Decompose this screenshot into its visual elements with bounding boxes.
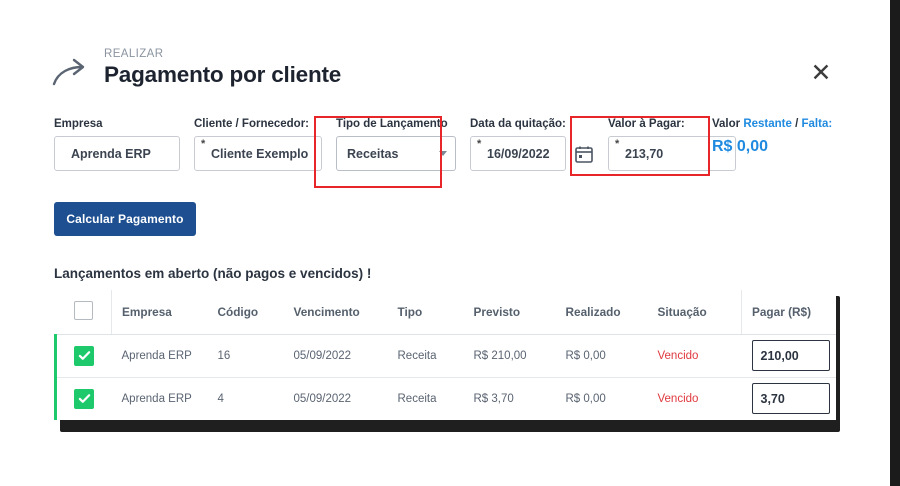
th-situacao: Situação — [648, 290, 742, 334]
valor-pagar-value: 213,70 — [625, 146, 664, 161]
lancamentos-table-wrap — [54, 290, 834, 420]
status-badge: Vencido — [657, 392, 699, 405]
row-tipo: Receita — [388, 334, 464, 377]
cliente-required-mark: * — [201, 138, 206, 150]
label-empresa: Empresa — [54, 118, 103, 130]
row-situacao — [648, 377, 742, 420]
label-data-quitacao: Data da quitação: — [470, 118, 566, 130]
close-icon[interactable]: ✕ — [810, 59, 832, 87]
row-pagar-cell — [742, 377, 836, 420]
section-title-lancamentos: Lançamentos em aberto (não pagos e vencidos) ! — [54, 266, 372, 281]
cliente-input[interactable] — [194, 136, 322, 171]
form-row — [54, 118, 750, 171]
row-pagar-input[interactable] — [752, 340, 830, 371]
window-right-edge — [890, 0, 900, 486]
field-empresa — [54, 118, 180, 171]
label-cliente: Cliente / Fornecedor: — [194, 118, 310, 130]
label-tipo-lancamento: Tipo de Lançamento — [336, 118, 448, 130]
cliente-value: Cliente Exemplo — [211, 146, 309, 161]
restante-label-sep: / — [791, 118, 802, 130]
empresa-value: Aprenda ERP — [71, 146, 151, 161]
row-vencimento: 05/09/2022 — [284, 377, 388, 420]
table-body — [56, 334, 836, 420]
row-checkbox[interactable] — [74, 346, 94, 366]
row-vencimento: 05/09/2022 — [284, 334, 388, 377]
th-empresa: Empresa — [112, 290, 208, 334]
field-data-quitacao — [470, 118, 594, 171]
row-checkbox-cell — [56, 377, 112, 420]
row-codigo: 16 — [208, 334, 284, 377]
status-badge: Vencido — [657, 349, 699, 362]
restante-label-prefix: Valor — [712, 118, 744, 130]
tipo-lancamento-select[interactable] — [336, 136, 456, 171]
row-realizado: R$ 0,00 — [556, 377, 648, 420]
select-all-checkbox[interactable] — [74, 301, 93, 320]
empresa-input[interactable] — [54, 136, 180, 171]
window-corner-notch — [884, 0, 890, 6]
header-kicker: REALIZAR — [104, 48, 164, 60]
header-text-block — [104, 48, 341, 88]
th-vencimento: Vencimento — [284, 290, 388, 334]
calcular-pagamento-button[interactable]: Calcular Pagamento — [54, 202, 196, 236]
page-title: Pagamento por cliente — [104, 62, 342, 87]
modal-header — [50, 48, 341, 96]
calendar-icon[interactable] — [574, 144, 594, 164]
row-pagar-input[interactable] — [752, 383, 830, 414]
row-previsto: R$ 3,70 — [464, 377, 556, 420]
data-required-mark: * — [477, 138, 482, 150]
th-tipo: Tipo — [388, 290, 464, 334]
share-arrow-icon — [50, 56, 94, 96]
label-valor-pagar: Valor à Pagar: — [608, 118, 685, 130]
field-tipo-lancamento — [336, 118, 456, 171]
data-quitacao-value: 16/09/2022 — [487, 146, 550, 161]
row-pagar-value: 210,00 — [760, 348, 799, 363]
row-codigo: 4 — [208, 377, 284, 420]
row-empresa: Aprenda ERP — [112, 377, 208, 420]
table-row[interactable] — [56, 377, 836, 420]
th-previsto: Previsto — [464, 290, 556, 334]
row-checkbox-cell — [56, 334, 112, 377]
th-select-all — [56, 290, 112, 334]
valor-required-mark: * — [615, 138, 620, 150]
restante-label-suffix: Falta: — [801, 118, 833, 130]
valor-restante-label — [712, 118, 832, 130]
data-quitacao-wrap — [470, 136, 594, 171]
lancamentos-table — [54, 290, 836, 420]
row-situacao — [648, 334, 742, 377]
row-pagar-value: 3,70 — [760, 391, 785, 406]
row-tipo: Receita — [388, 377, 464, 420]
row-realizado: R$ 0,00 — [556, 334, 648, 377]
restante-label-mid: Restante — [743, 118, 792, 130]
table-header-row — [56, 290, 836, 334]
data-quitacao-input[interactable] — [470, 136, 566, 171]
valor-restante-block — [712, 118, 832, 156]
th-pagar: Pagar (R$) — [742, 290, 836, 334]
chevron-down-icon — [439, 151, 447, 156]
row-pagar-cell — [742, 334, 836, 377]
row-previsto: R$ 210,00 — [464, 334, 556, 377]
table-head — [56, 290, 836, 334]
tipo-lancamento-value: Receitas — [347, 146, 399, 161]
row-empresa: Aprenda ERP — [112, 334, 208, 377]
valor-restante-amount: R$ 0,00 — [712, 138, 769, 155]
row-checkbox[interactable] — [74, 389, 94, 409]
th-codigo: Código — [208, 290, 284, 334]
table-row[interactable] — [56, 334, 836, 377]
field-cliente — [194, 118, 322, 171]
th-realizado: Realizado — [556, 290, 648, 334]
